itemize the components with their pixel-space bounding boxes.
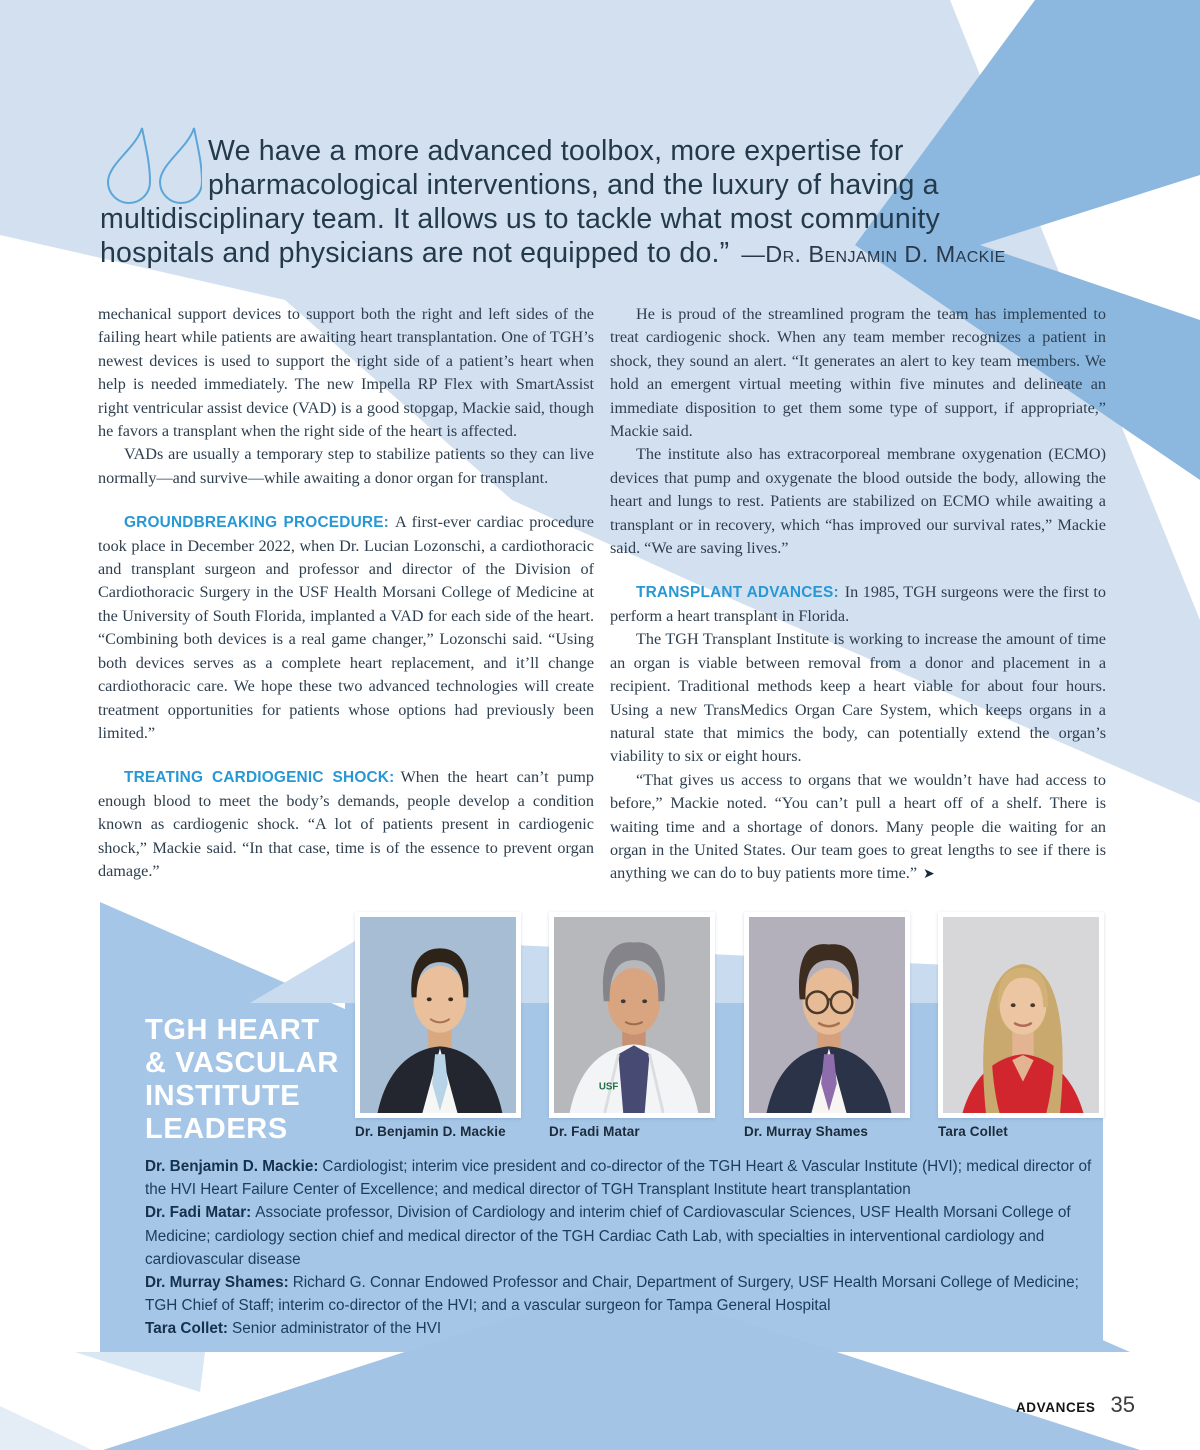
leaders-title-line: INSTITUTE [145, 1080, 301, 1112]
body-paragraph: VADs are usually a temporary step to stabilize patients so they can live normally—and survive—while awaiting a donor organ for transplant. [98, 445, 594, 487]
section-header: TREATING CARDIOGENIC SHOCK: [124, 769, 395, 787]
body-paragraph: The institute also has extracorporeal membrane oxygenation (ECMO) devices that pump and oxygenate the blood outside the body, allowing the heart and lungs to rest. Patients are stabilized on ECMO while awaiting a transplant or in recovery, which “has improved our survival rates,” Mackie said. “We are saving lives.” [610, 445, 1106, 558]
section-header: GROUNDBREAKING PROCEDURE: [124, 514, 389, 532]
bio-name: Dr. Murray Shames: [145, 1274, 289, 1292]
bio-description: Cardiologist; interim vice president and co-director of the TGH Heart & Vascular Institute (HVI); medical director of the HVI Heart Failure Center of Excellence; and medical director of TGH Transplant Institute heart transplantation [145, 1158, 1092, 1199]
left-column [98, 303, 594, 883]
headshot-photo-shames [744, 912, 910, 1118]
page-number: 35 [1110, 1392, 1135, 1417]
page-footer [895, 1392, 1135, 1418]
headshot-photo-matar [549, 912, 715, 1118]
open-quote-icon [102, 126, 202, 206]
bio-name: Dr. Fadi Matar: [145, 1204, 252, 1222]
bio-name: Dr. Benjamin D. Mackie: [145, 1158, 319, 1175]
body-paragraph: mechanical support devices to support both the right and left sides of the failing heart while patients are awaiting heart transplantation. One of TGH’s newest devices is used to support the right side of a patient’s heart when help is needed immediately. The new Impella RP Flex with SmartAssist right ventricular assist device (VAD) is a good stopgap, Mackie said, though he favors a transplant when the right side of the heart is affected. [98, 305, 594, 441]
usf-logo-text: USF [598, 1081, 619, 1093]
body-text: “That gives us access to organs that we wouldn’t have had access to before,” Mackie noted. “You can’t pull a heart off of a shelf. There is waiting time and a shortage of donors. Many people die waiting for an organ in the United States. Our team goes to great lengths to see if there is anything we can do to buy patients more time.” [610, 770, 1106, 883]
body-paragraph [98, 766, 594, 883]
bio-name: Tara Collet: [145, 1320, 229, 1338]
bg-corner-pale-triangle [0, 1406, 92, 1450]
photo-caption: Tara Collet [938, 1124, 1008, 1139]
photo-caption: Dr. Benjamin D. Mackie [355, 1124, 506, 1139]
leaders-section-title [145, 1014, 339, 1146]
magazine-name: ADVANCES [1015, 1400, 1096, 1415]
body-paragraph [98, 511, 594, 745]
headshot-photo-mackie [355, 912, 521, 1118]
continuation-arrow-icon: ➤ [923, 867, 935, 883]
leader-bios [145, 1155, 1103, 1341]
body-paragraph [610, 581, 1106, 628]
bio-entry [145, 1155, 1103, 1201]
body-text: A first-ever cardiac procedure took place in December 2022, when Dr. Lucian Lozonschi, a cardiothoracic and transplant surgeon and professor and director of the Division of Cardiothoracic Surgery in the USF Health Morsani College of Medicine at the University of South Florida, implanted a VAD for each side of the heart. “Combining both devices is a real game changer,” Lozonschi said. “Using both devices serves as a complete heart replacement, and it’ll change cardiothoracic care. We hope these two advanced technologies will create treatment opportunities for patients whose options had previously been limited.” [98, 513, 594, 742]
section-header: TRANSPLANT ADVANCES: [636, 584, 839, 602]
leaders-title-line: TGH HEART [145, 1014, 320, 1046]
body-paragraph [610, 769, 1106, 887]
bg-bottom-pale-triangle [75, 1352, 205, 1392]
bio-description: Associate professor, Division of Cardiology and interim chief of Cardiovascular Sciences, USF Health Morsani College of Medicine; cardiology section chief and medical director of the TGH Cardiac Cath Lab, with specialties in interventional cardiology and cardiovascular disease [145, 1204, 1071, 1268]
pull-quote-line: pharmacological interventions, and the luxury of having a [208, 169, 939, 201]
bio-entry [145, 1271, 1103, 1317]
leaders-title-line: & VASCULAR [145, 1047, 339, 1079]
bio-description: Senior administrator of the HVI [232, 1320, 442, 1338]
pull-quote-line: multidisciplinary team. It allows us to tackle what most community [100, 203, 940, 235]
bio-description: Richard G. Connar Endowed Professor and Chair, Department of Surgery, USF Health Morsani College of Medicine; TGH Chief of Staff; interim co-director of the HVI; and a vascular surgeon for Tampa General Hospital [145, 1274, 1079, 1315]
bio-entry [145, 1201, 1103, 1271]
quote-attribution: —Dr. Benjamin D. Mackie [741, 241, 1006, 267]
bio-entry [145, 1317, 1103, 1340]
pull-quote-line: We have a more advanced toolbox, more expertise for [208, 135, 904, 167]
body-paragraph: The TGH Transplant Institute is working to increase the amount of time an organ is viable between removal from a donor and placement in a recipient. Traditional methods keep a heart viable for about four hours. Using a new TransMedics Organ Care System, which keeps organs in a natural state that mimics the body, can potentially extend the organ’s viability to six or eight hours. [610, 630, 1106, 766]
body-text: In 1985, TGH surgeons were the first to perform a heart transplant in Florida. [610, 583, 1106, 625]
body-paragraph: He is proud of the streamlined program the team has implemented to treat cardiogenic shock. When any team member recognizes a patient in shock, they sound an alert. “It generates an alert to key team members. We hold an emergent virtual meeting within five minutes and delineate an immediate disposition to get them some type of support, if appropriate,” Mackie said. [610, 305, 1106, 441]
pull-quote [100, 134, 1110, 271]
photo-caption: Dr. Murray Shames [744, 1124, 869, 1139]
pull-quote-line [100, 236, 1110, 271]
photo-caption: Dr. Fadi Matar [549, 1124, 640, 1139]
pull-quote-text: hospitals and physicians are not equipped to do.” [100, 237, 730, 269]
leaders-title-line: LEADERS [145, 1113, 288, 1145]
body-text: When the heart can’t pump enough blood to meet the body’s demands, people develop a condition known as cardiogenic shock. “A lot of patients present in cardiogenic shock,” Mackie said. “In that case, time is of the essence to prevent organ damage.” [98, 768, 594, 880]
right-column [610, 303, 1106, 887]
headshot-photo-collet [938, 912, 1104, 1118]
